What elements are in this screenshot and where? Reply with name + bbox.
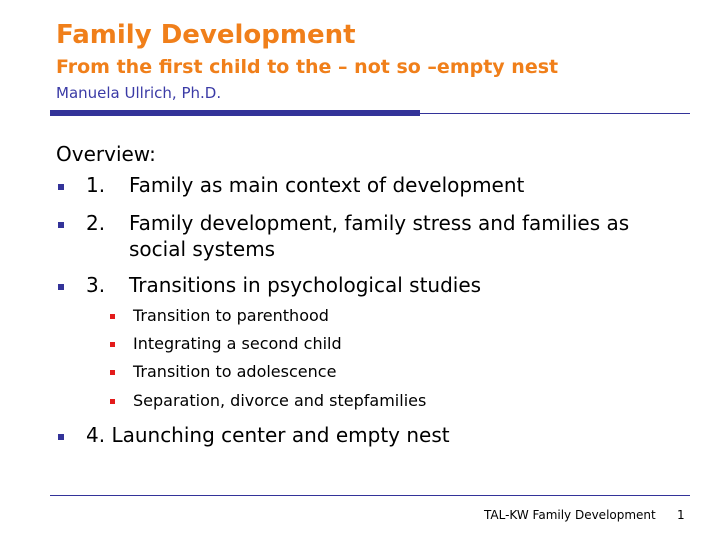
slide-subtitle: From the first child to the – not so –empty nest: [56, 56, 559, 78]
slide-title: Family Development: [56, 20, 356, 50]
square-bullet-icon: [58, 434, 64, 440]
sub-item-text: Transition to adolescence: [133, 362, 337, 381]
item-text: 4. Launching center and empty nest: [86, 423, 450, 447]
item-text: Family development, family stress and families as: [129, 211, 630, 235]
item-number: 3.: [86, 273, 106, 297]
page-number: 1: [677, 508, 685, 522]
square-bullet-icon: [58, 184, 64, 190]
square-bullet-icon: [58, 284, 64, 290]
small-square-bullet-icon: [110, 314, 115, 319]
small-square-bullet-icon: [110, 370, 115, 375]
square-bullet-icon: [58, 222, 64, 228]
header-rule-thick: [50, 110, 420, 116]
small-square-bullet-icon: [110, 342, 115, 347]
slide-author: Manuela Ullrich, Ph.D.: [56, 84, 222, 102]
small-square-bullet-icon: [110, 399, 115, 404]
overview-label: Overview:: [56, 142, 156, 166]
list-item: [56, 210, 676, 262]
header-rule-thin: [420, 113, 690, 114]
list-item: [56, 172, 676, 198]
item-text-continued: social systems: [129, 237, 276, 261]
item-text: Transitions in psychological studies: [129, 273, 482, 297]
footer-label: TAL-KW Family Development: [484, 508, 656, 522]
footer-rule: [50, 495, 690, 496]
list-item: [56, 422, 676, 448]
sub-item-text: Integrating a second child: [133, 334, 342, 353]
item-text: Family as main context of development: [129, 173, 525, 197]
list-item: [56, 272, 676, 298]
sub-list-item: [110, 390, 510, 412]
sub-item-text: Transition to parenthood: [133, 306, 329, 325]
item-number: 2.: [86, 211, 106, 235]
sub-list-item: [110, 361, 510, 383]
sub-list-item: [110, 333, 510, 355]
sub-item-text: Separation, divorce and stepfamilies: [133, 391, 427, 410]
sub-list-item: [110, 305, 510, 327]
item-number: 1.: [86, 173, 106, 197]
